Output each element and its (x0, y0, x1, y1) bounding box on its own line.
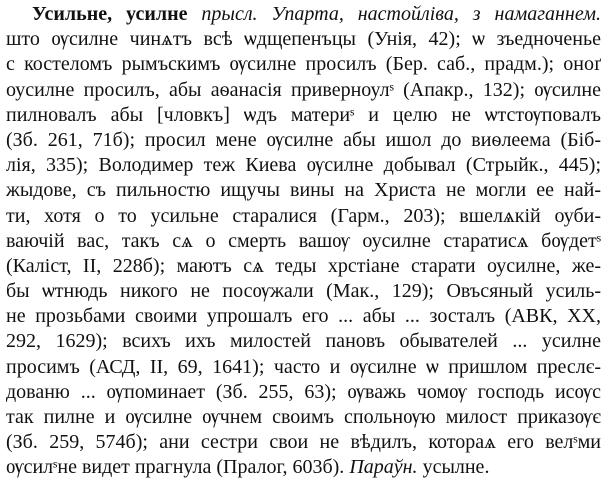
entry-text: оусилне просилъ, абы аѳанасія приверноулˢ (Апакр., 132); ѹсилне (6, 78, 601, 101)
entry-line (6, 229, 601, 254)
entry-text: ваючій вас, такъ сѧ о смерть вашѹ оусилне старатисѧ бѹдетˢ (6, 229, 601, 252)
entry-text: просимъ (АСД, II, 69, 1641); часто и ѹсилне ѡ пришлом преслє- (6, 355, 601, 378)
entry-text: бы ѡтнюдь никого не посѹжали (Мак., 129); Овъсяный усиль- (6, 280, 601, 303)
entry-line (6, 329, 601, 354)
entry-line (6, 254, 601, 279)
entry-text: усылне. (417, 456, 490, 479)
entry-line (6, 430, 601, 455)
entry-line (6, 153, 601, 178)
entry-line (6, 279, 601, 304)
entry-text: ти, хотя о то усильне старалися (Гарм., 203); вшелѧкій оуби- (6, 204, 601, 227)
entry-text: што ѹсилне чинѧтъ всѣ ѡдщепенъцы (Унія, 42); ѡ зъедноченье (6, 28, 601, 51)
entry-text: жыдове, съ пильностю ищучы вины на Христа не могли ее най- (6, 179, 601, 202)
entry-text: пилновалъ абы [чловкъ] ѡдъ материˢ и целю не ѡтстѹповалъ (6, 103, 601, 126)
entry-line (6, 380, 601, 405)
entry-text: так пилне и ѹсилне ѹчнем своимъ спольнѹю милост приказѹє (6, 406, 601, 428)
entry-text: 292, 1629); всихъ ихъ милостей пановъ обывателей ... усилне (6, 330, 601, 353)
entry-line (6, 304, 601, 329)
headword: Усильне, усилне (32, 3, 188, 25)
italic-note: Параўн. (349, 456, 418, 479)
entry-text: лія, 335); Володимер теж Киева ѹсилне добывал (Стрыйк., 445); (6, 154, 601, 177)
entry-text: ѹсилˢне видет прагнула (Пралог, 603б). (6, 456, 350, 479)
entry-text: дованю ... ѹпоминает (Зб. 255, 63); ѹважь чомѹ господь исѹс (6, 380, 601, 403)
entry-line (6, 405, 601, 430)
entry-line (6, 52, 601, 77)
entry-line (6, 103, 601, 128)
entry-text: с костеломъ рымъскимъ ѹсилне просилъ (Бер. саб., прадм.); оноґ (6, 53, 601, 76)
entry-line (6, 455, 601, 480)
italic-note: прысл. Упарта, настойліва, з намаганнем. (187, 3, 601, 25)
entry-text: (Зб. 261, 71б); просил мене ѹсилне абы ишол до виѳлеема (Біб- (6, 128, 601, 151)
entry-headline (6, 2, 601, 27)
entry-line (6, 128, 601, 153)
entry-line (6, 78, 601, 103)
entry-line (6, 27, 601, 52)
entry-line (6, 355, 601, 380)
entry-text: (Каліст, II, 228б); маютъ сѧ теды хрстіане старати оусилне, же- (6, 254, 601, 277)
entry-text: не прозьбами своими упрошалъ его ... абы ... зосталъ (АВК, XX, (6, 305, 601, 328)
entry-line (6, 178, 601, 203)
entry-line (6, 204, 601, 229)
entry-text: (Зб. 259, 574б); ани сестри свои не вѣдилъ, котораѧ его велˢми (6, 431, 601, 454)
